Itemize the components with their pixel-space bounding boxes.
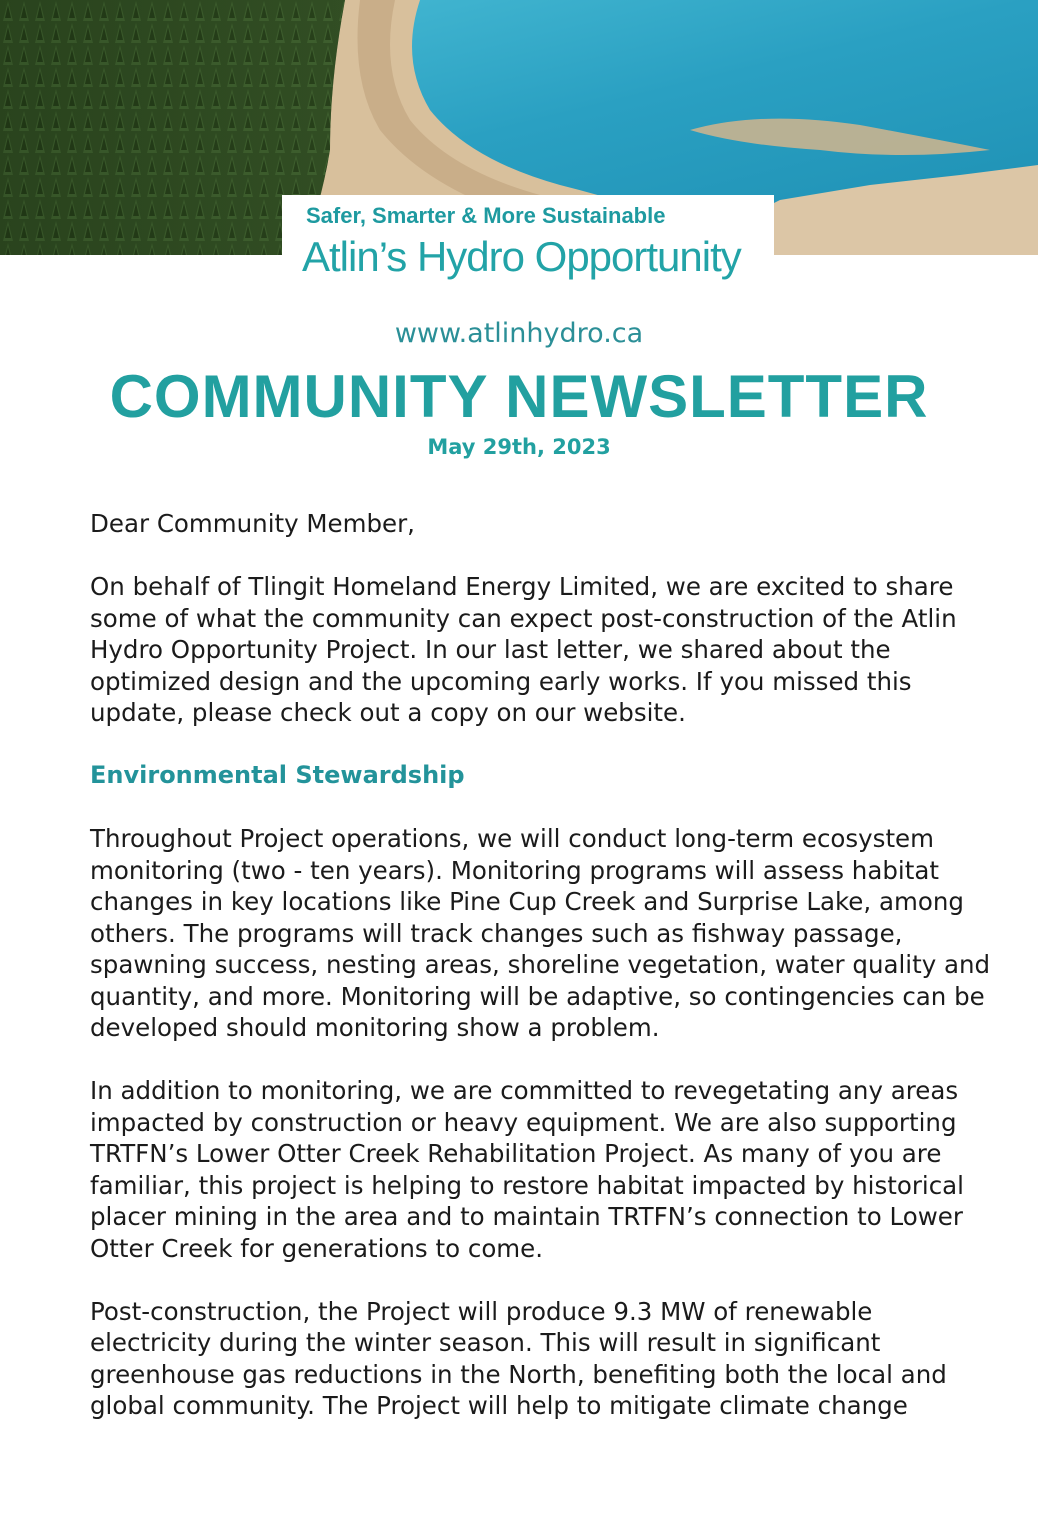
tagline: Safer, Smarter & More Sustainable [306,203,666,228]
newsletter-title: COMMUNITY NEWSLETTER [109,363,929,430]
section-heading: Environmental Stewardship [90,761,465,789]
paragraph-revegetation: In addition to monitoring, we are committed to revegetating any areas impacted by construction or heavy equipment. We are also supporting TRTFN’s Lower Otter Creek Rehabilitation Project. As many of you are familiar, this project is helping to restore habitat impacted by historical placer mining in the area and to maintain TRTFN’s connection to Lower Otter Creek for generations to come. [90,1076,964,1263]
paragraph-monitoring: Throughout Project operations, we will conduct long-term ecosystem monitoring (two - ten years). Monitoring programs will assess habitat changes in key locations like Pine Cup Creek and Surprise Lake, among others. The programs will track changes such as fishway passage, spawning success, nesting areas, shoreline vegetation, water quality and quantity, and more. Monitoring will be adaptive, so contingencies can be developed should monitoring show a problem. [90,824,991,1042]
letter-body [90,508,1000,1453]
newsletter-date: May 29th, 2023 [427,435,611,459]
project-title-box [282,195,774,287]
intro-paragraph: On behalf of Tlingit Homeland Energy Limited, we are excited to share some of what the community can expect post-construction of the Atlin Hydro Opportunity Project. In our last letter, we shared about the optimized design and the upcoming early works. If you missed this update, please check out a copy on our website. [90,572,957,727]
website-link[interactable]: www.atlinhydro.ca [394,318,644,349]
project-brand: Atlin’s Hydro Opportunity [302,233,741,280]
paragraph-electricity: Post-construction, the Project will produce 9.3 MW of renewable electricity during the winter season. This will result in significant greenhouse gas reductions in the North, benefiting both the local and global community. The Project will help to mitigate climate change [90,1296,947,1420]
greeting: Dear Community Member, [90,509,415,538]
